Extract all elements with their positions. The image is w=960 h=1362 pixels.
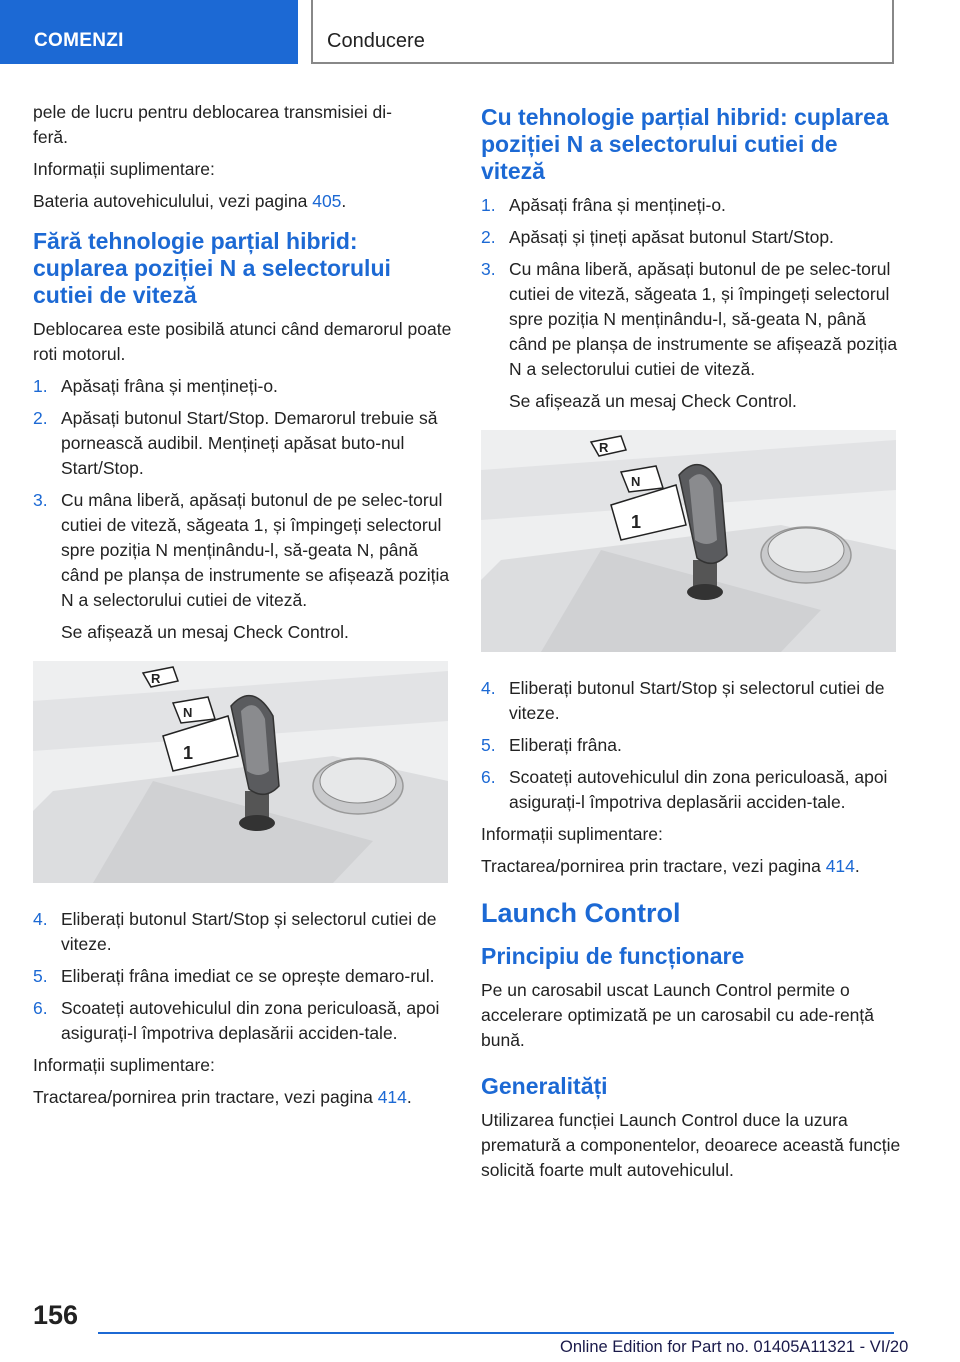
tow-page-link[interactable]: 414 — [825, 856, 855, 876]
list-item: 2. Apăsați și țineți apăsat butonul Start/Stop. — [481, 227, 834, 247]
list-item: 2. Apăsați butonul Start/Stop. Demarorul trebuie să pornească audibil. Mențineți apăsat buto-nul Start/Stop. — [33, 408, 438, 478]
steps-list-c — [481, 193, 901, 382]
info-label: Informații suplimentare: — [481, 824, 663, 844]
list-item: 5. Eliberați frâna. — [481, 735, 622, 755]
general-heading: Generalități — [481, 1073, 608, 1099]
intro-text: pele de lucru pentru deblocarea transmisiei di- feră. — [33, 102, 392, 147]
footer-divider — [98, 1332, 894, 1334]
general-text: Utilizarea funcției Launch Control duce la uzura prematură a componentelor, deoarece această funcție solicită foarte mult autovehiculul. — [481, 1110, 901, 1180]
section-description: Deblocarea este posibilă atunci când demarorul poate roti motorul. — [33, 319, 452, 364]
list-item: 1. Apăsați frâna și mențineți-o. — [33, 376, 278, 396]
figure-label-arrow: 1 — [631, 512, 642, 532]
tow-reference: Tractarea/pornirea prin tractare, vezi pagina 414. — [33, 1087, 412, 1107]
footer-edition: Online Edition for Part no. 01405A11321 - VI/20 — [560, 1338, 909, 1356]
info-label: Informații suplimentare: — [33, 159, 215, 179]
section-title: COMENZI — [34, 30, 124, 51]
principle-text: Pe un carosabil uscat Launch Control permite o accelerare optimizată pe un carosabil cu ade-rență bună. — [481, 980, 874, 1050]
steps-list-d — [481, 676, 901, 815]
steps-list-b — [33, 907, 453, 1046]
figure-label-arrow: 1 — [183, 743, 194, 763]
list-item: 6. Scoateți autovehiculul din zona periculoasă, apoi asigurați-l împotriva deplasării acciden-tale. — [481, 767, 888, 812]
figure-label-r: R — [151, 671, 161, 686]
tow-reference: Tractarea/pornirea prin tractare, vezi pagina 414. — [481, 856, 860, 876]
list-item: 1. Apăsați frâna și mențineți-o. — [481, 195, 726, 215]
list-item: 4. Eliberați butonul Start/Stop și selectorul cutiei de viteze. — [481, 678, 885, 723]
gear-selector-illustration — [33, 661, 448, 883]
page-number: 156 — [33, 1300, 79, 1330]
section-heading-no-hybrid: Fără tehnologie parțial hibrid: cuplarea poziției N a selectorului cutiei de viteză — [33, 228, 391, 308]
principle-heading: Principiu de funcționare — [481, 943, 745, 969]
tow-page-link[interactable]: 414 — [377, 1087, 407, 1107]
chapter-tab — [311, 0, 894, 64]
left-column — [33, 100, 453, 1117]
list-item: 6. Scoateți autovehiculul din zona periculoasă, apoi asigurați-l împotriva deplasării acciden-tale. — [33, 998, 440, 1043]
list-item: 3. Cu mâna liberă, apăsați butonul de pe selec-torul cutiei de viteză, săgeata 1, și împingeți selectorul spre poziția N menținându-l, să-geata N, până când pe planșa de instrumente se afișează poziția N a selectorului cutiei de viteză. — [481, 259, 898, 379]
gear-selector-illustration — [481, 430, 896, 652]
right-column — [481, 104, 901, 1190]
battery-page-link[interactable]: 405 — [312, 191, 342, 211]
steps-list-a — [33, 374, 453, 613]
list-item: 3. Cu mâna liberă, apăsați butonul de pe selec-torul cutiei de viteză, săgeata 1, și împingeți selectorul spre poziția N menținându-l, să-geata N, până când pe planșa de instrumente se afișează poziția N a selectorului cutiei de viteză. — [33, 490, 450, 610]
section-tab — [0, 0, 298, 64]
list-item: 4. Eliberați butonul Start/Stop și selectorul cutiei de viteze. — [33, 909, 437, 954]
list-item: 5. Eliberați frâna imediat ce se oprește demaro-rul. — [33, 966, 435, 986]
chapter-title: Conducere — [327, 30, 425, 52]
launch-control-heading: Launch Control — [481, 898, 681, 928]
info-label: Informații suplimentare: — [33, 1055, 215, 1075]
figure-label-r: R — [599, 440, 609, 455]
figure-label-n: N — [183, 705, 193, 720]
battery-reference: Bateria autovehiculului, vezi pagina 405. — [33, 191, 347, 211]
section-heading-hybrid: Cu tehnologie parțial hibrid: cuplarea poziției N a selectorului cutiei de viteză — [481, 104, 889, 184]
figure-label-n: N — [631, 474, 641, 489]
step-note: Se afișează un mesaj Check Control. — [61, 622, 349, 642]
step-note: Se afișează un mesaj Check Control. — [509, 391, 797, 411]
